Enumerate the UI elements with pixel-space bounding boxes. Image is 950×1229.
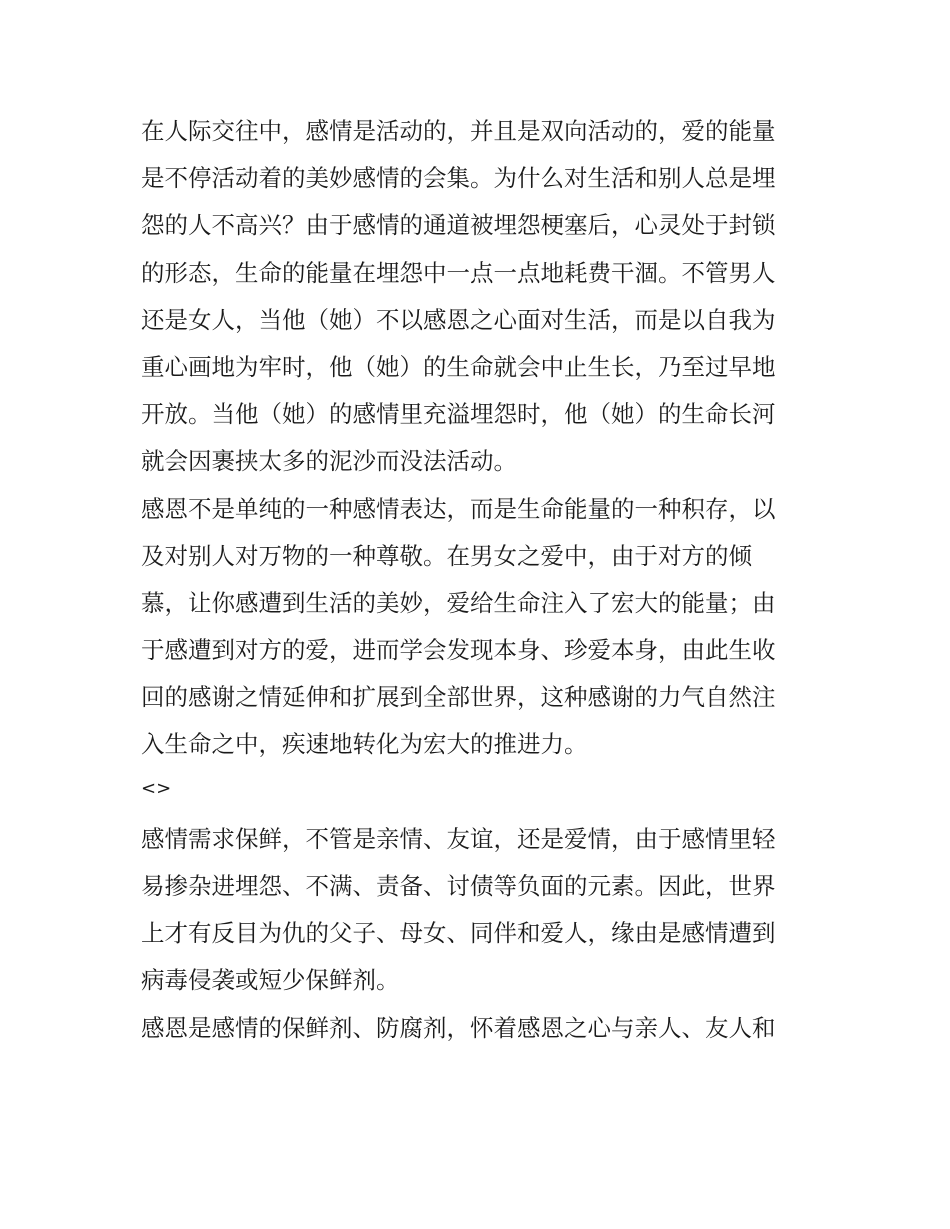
text-line: 上才有反目为仇的父子、母女、同伴和爱人，缘由是感情遭到 [141, 919, 776, 948]
text-line: 开放。当他（她）的感情里充溢埋怨时，他（她）的生命长河 [141, 400, 776, 429]
text-line: 就会因裹挟太多的泥沙而没法活动。 [141, 447, 517, 476]
text-line: 的形态，生命的能量在埋怨中一点一点地耗费干涸。不管男人 [141, 258, 776, 287]
text-line: 还是女人，当他（她）不以感恩之心面对生活，而是以自我为 [141, 305, 776, 334]
text-line: 病毒侵袭或短少保鲜剂。 [141, 966, 400, 995]
text-line: 入生命之中，疾速地转化为宏大的推进力。 [141, 730, 588, 759]
text-line: 怨的人不高兴？由于感情的通道被埋怨梗塞后，心灵处于封锁 [141, 211, 776, 240]
text-line: 感情需求保鲜，不管是亲情、友谊，还是爱情，由于感情里轻 [141, 824, 776, 853]
text-line: 易掺杂进埋怨、不满、责备、讨债等负面的元素。因此，世界 [141, 872, 776, 900]
paragraph-3 [141, 816, 813, 1005]
paragraph-2 [141, 486, 813, 769]
text-line: 于感遭到对方的爱，进而学会发现本身、珍爱本身，由此生收 [141, 636, 776, 665]
text-line: 是不停活动着的美妙感情的会集。为什么对生活和别人总是埋 [141, 164, 776, 193]
text-line: 感恩是感情的保鲜剂、防腐剂，怀着感恩之心与亲人、友人和 [141, 1013, 776, 1042]
paragraph-1 [141, 108, 813, 486]
text-line: 慕，让你感遭到生活的美妙，爱给生命注入了宏大的能量；由 [141, 588, 776, 617]
text-line: 及对别人对万物的一种尊敬。在男女之爱中，由于对方的倾 [141, 541, 752, 570]
paragraph-4 [141, 1005, 813, 1052]
text-line: 感恩不是单纯的一种感情表达，而是生命能量的一种积存，以 [141, 494, 776, 523]
text-line: 重心画地为牢时，他（她）的生命就会中止生长，乃至过早地 [141, 352, 776, 381]
document-body [141, 108, 813, 1052]
text-line: 回的感谢之情延伸和扩展到全部世界，这种感谢的力气自然注 [141, 683, 776, 712]
marker-text: <> [141, 777, 172, 799]
section-marker [141, 769, 813, 816]
text-line: 在人际交往中，感情是活动的，并且是双向活动的，爱的能量 [141, 117, 776, 145]
